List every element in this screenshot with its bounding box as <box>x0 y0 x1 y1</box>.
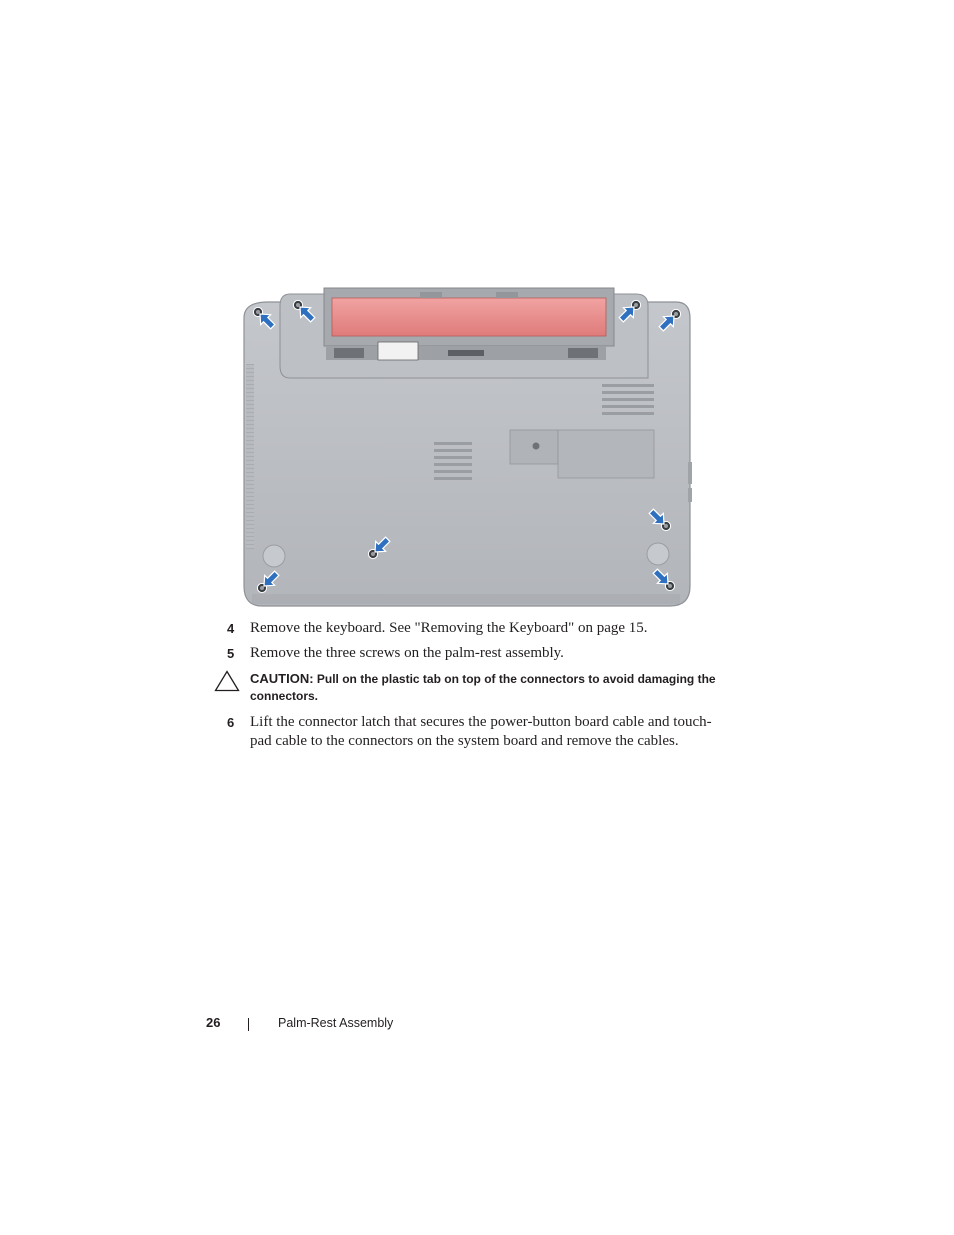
caution-label: CAUTION: <box>250 671 314 686</box>
page-footer <box>0 1015 954 1035</box>
step-text: Remove the three screws on the palm-rest assembly. <box>250 645 564 661</box>
step-text: Remove the keyboard. See "Removing the Keyboard" on page 15. <box>250 620 648 636</box>
section-title: Palm-Rest Assembly <box>278 1016 394 1030</box>
step-number: 4 <box>227 621 235 636</box>
step-number: 5 <box>227 646 235 661</box>
caution-triangle-icon <box>214 670 240 692</box>
footer-divider <box>248 1018 249 1031</box>
caution-text <box>250 670 720 705</box>
caution-body: Pull on the plastic tab on top of the connectors to avoid damaging the connectors. <box>250 672 716 703</box>
step-text: Lift the connector latch that secures the power-button board cable and touch-pad cable to the connectors on the system board and remove the cables. <box>250 714 712 749</box>
laptop-base-illustration <box>238 284 694 610</box>
step-number: 6 <box>227 715 235 730</box>
page-number: 26 <box>206 1015 221 1030</box>
